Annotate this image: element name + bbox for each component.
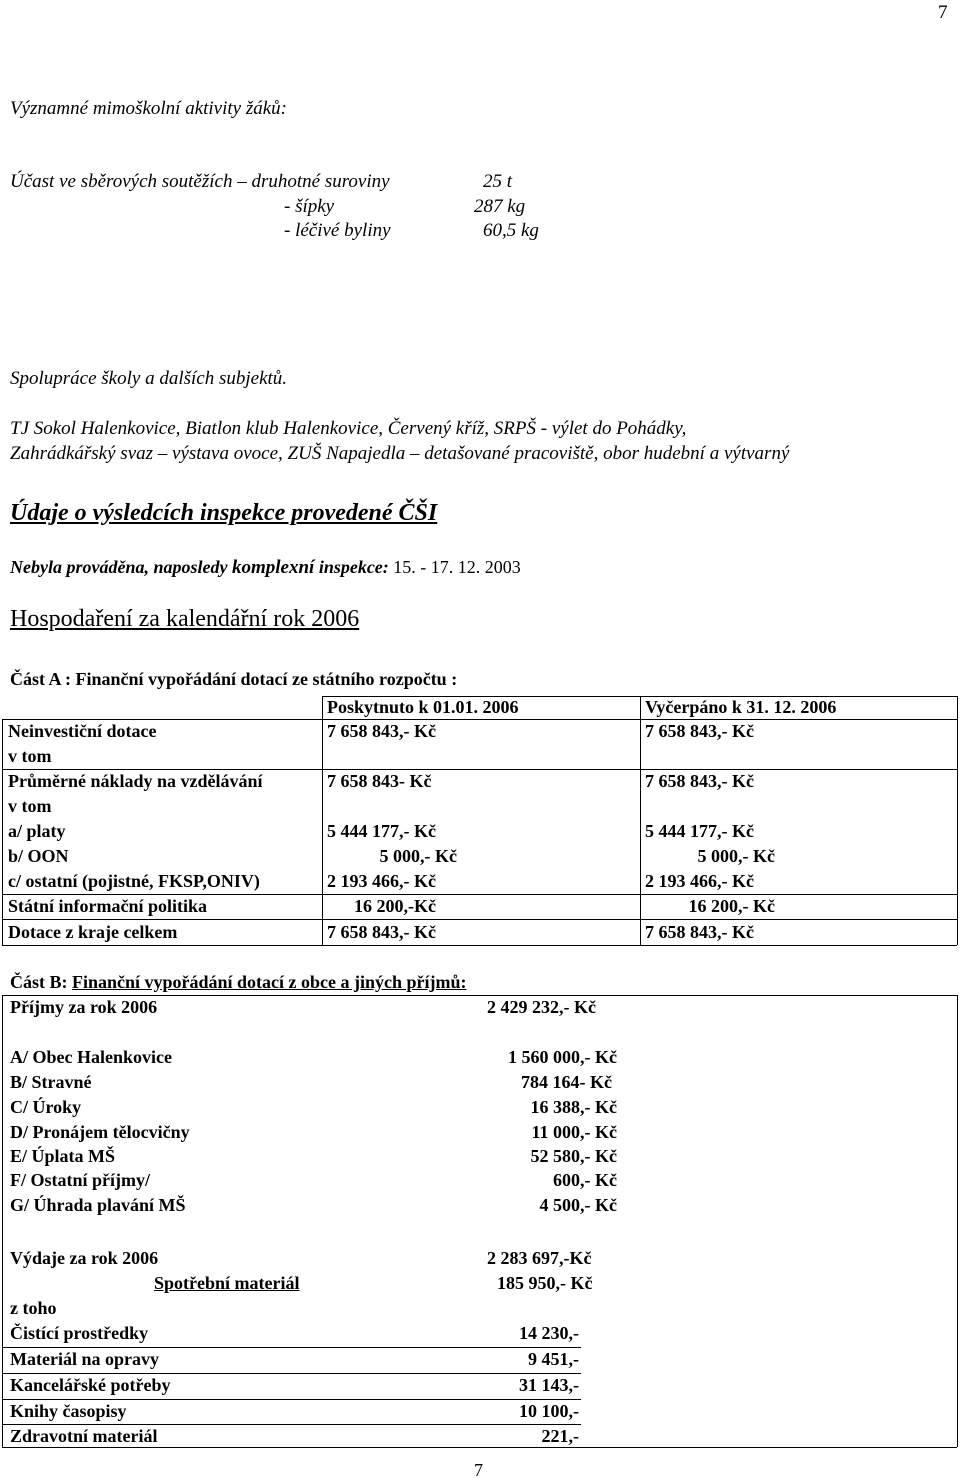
income-item-label: G/ Úhrada plavání MŠ bbox=[10, 1195, 186, 1215]
income-item-value: 1 560 000,- Kč bbox=[508, 1047, 617, 1067]
table-b-row-line bbox=[2, 1347, 581, 1348]
table-a-line bbox=[2, 719, 957, 720]
of-which-label: z toho bbox=[10, 1298, 57, 1318]
income-item-label: F/ Ostatní příjmy/ bbox=[10, 1170, 150, 1190]
table-a-row-label: Průměrné náklady na vzdělávání bbox=[8, 771, 263, 791]
table-b-top-line bbox=[2, 995, 957, 996]
table-a-provided-value: 5 000,- Kč bbox=[379, 846, 457, 866]
col-header-spent: Vyčerpáno k 31. 12. 2006 bbox=[645, 697, 837, 717]
material-label: Spotřební materiál bbox=[154, 1273, 300, 1293]
income-item-value: 52 580,- Kč bbox=[530, 1146, 617, 1166]
table-a-row-label: v tom bbox=[8, 746, 52, 766]
material-item-label: Kancelářské potřeby bbox=[10, 1375, 171, 1395]
material-item-value: 31 143,- bbox=[519, 1375, 579, 1395]
table-a-spent-value: 5 000,- Kč bbox=[697, 846, 775, 866]
income-item-label: E/ Úplata MŠ bbox=[10, 1146, 116, 1166]
material-item-label: Materiál na opravy bbox=[10, 1349, 159, 1369]
part-b-title-text: Finanční vypořádání dotací z obce a jiných příjmů: bbox=[72, 972, 467, 992]
part-b-prefix: Část B: bbox=[10, 972, 72, 992]
table-a-spent-value: 16 200,- Kč bbox=[688, 896, 775, 916]
income-item-value: 784 164- Kč bbox=[521, 1072, 612, 1092]
table-b-row-line bbox=[2, 1399, 581, 1400]
inspection-text-d: 15. - 17. 12. 2003 bbox=[388, 557, 521, 577]
cooperation-heading: Spolupráce školy a dalších subjektů. bbox=[10, 368, 288, 389]
table-a-right-border bbox=[957, 696, 958, 945]
table-a-row-label: a/ platy bbox=[8, 821, 66, 841]
expense-label: Výdaje za rok 2006 bbox=[10, 1248, 159, 1268]
table-a-row-label: Státní informační politika bbox=[8, 896, 208, 916]
material-item-label: Čistící prostředky bbox=[10, 1323, 149, 1343]
activities-heading: Významné mimoškolní aktivity žáků: bbox=[10, 98, 288, 119]
income-item-value: 4 500,- Kč bbox=[539, 1195, 617, 1215]
activities-line-1-label: Účast ve sběrových soutěžích – druhotné suroviny bbox=[10, 171, 390, 192]
activities-line-3-value: 60,5 kg bbox=[483, 220, 539, 241]
table-a-spent-value: 7 658 843,- Kč bbox=[645, 721, 754, 741]
activities-line-2-value: 287 kg bbox=[474, 196, 526, 217]
table-a-row-label: Dotace z kraje celkem bbox=[8, 922, 178, 942]
table-a-spent-value: 7 658 843,- Kč bbox=[645, 771, 754, 791]
table-b-bottom-line bbox=[2, 1447, 957, 1448]
table-a-left-border bbox=[2, 719, 3, 945]
table-a-row-label: c/ ostatní (pojistné, FKSP,ONIV) bbox=[8, 871, 260, 891]
material-item-value: 221,- bbox=[541, 1426, 579, 1446]
table-a-provided-value: 2 193 466,- Kč bbox=[327, 871, 436, 891]
income-item-value: 16 388,- Kč bbox=[530, 1097, 617, 1117]
col-header-provided: Poskytnuto k 01.01. 2006 bbox=[327, 697, 519, 717]
table-a-provided-value: 7 658 843,- Kč bbox=[327, 922, 436, 942]
cooperation-line-1: TJ Sokol Halenkovice, Biatlon klub Halenkovice, Červený kříž, SRPŠ - výlet do Pohádky, bbox=[10, 418, 687, 439]
table-b-row-line bbox=[2, 1373, 581, 1374]
table-a-row-label: v tom bbox=[8, 796, 52, 816]
material-item-label: Knihy časopisy bbox=[10, 1401, 127, 1421]
table-a-spent-value: 5 444 177,- Kč bbox=[645, 821, 754, 841]
table-a-row-label: b/ OON bbox=[8, 846, 69, 866]
expense-total: 2 283 697,-Kč bbox=[487, 1248, 592, 1268]
cooperation-line-2: Zahrádkářský svaz – výstava ovoce, ZUŠ Napajedla – detašované pracoviště, obor hudební a výtvarný bbox=[10, 443, 790, 464]
income-item-label: A/ Obec Halenkovice bbox=[10, 1047, 172, 1067]
material-item-value: 10 100,- bbox=[519, 1401, 579, 1421]
table-a-provided-value: 7 658 843- Kč bbox=[327, 771, 432, 791]
material-item-label: Zdravotní materiál bbox=[10, 1426, 158, 1446]
table-a-row-label: Neinvestiční dotace bbox=[8, 721, 157, 741]
table-a-provided-value: 5 444 177,- Kč bbox=[327, 821, 436, 841]
material-item-value: 9 451,- bbox=[528, 1349, 579, 1369]
income-total: 2 429 232,- Kč bbox=[487, 997, 596, 1017]
table-a-provided-value: 7 658 843,- Kč bbox=[327, 721, 436, 741]
activities-line-2-label: - šípky bbox=[284, 196, 335, 217]
table-a-provided-value: 16 200,-Kč bbox=[354, 896, 436, 916]
table-a-spent-value: 7 658 843,- Kč bbox=[645, 922, 754, 942]
inspection-text-c: inspekce: bbox=[314, 557, 389, 577]
income-label: Příjmy za rok 2006 bbox=[10, 997, 158, 1017]
income-item-value: 600,- Kč bbox=[553, 1170, 617, 1190]
page-number-bottom: 7 bbox=[474, 1460, 483, 1478]
table-a-bottom-line bbox=[2, 945, 957, 946]
table-a-col-divider bbox=[640, 696, 641, 945]
inspection-text-b: komplexní bbox=[231, 557, 315, 578]
finance-heading: Hospodaření za kalendářní rok 2006 bbox=[10, 606, 360, 632]
table-b-left-border bbox=[2, 995, 3, 1447]
inspection-heading: Údaje o výsledcích inspekce provedené ČŠI bbox=[10, 500, 438, 526]
inspection-text bbox=[10, 557, 521, 579]
activities-line-1-value: 25 t bbox=[483, 171, 513, 192]
income-item-label: B/ Stravné bbox=[10, 1072, 92, 1092]
table-b-row-line bbox=[2, 1424, 581, 1425]
income-item-label: D/ Pronájem tělocvičny bbox=[10, 1122, 190, 1142]
part-a-title: Část A : Finanční vypořádání dotací ze státního rozpočtu : bbox=[10, 669, 458, 689]
table-a-spent-value: 2 193 466,- Kč bbox=[645, 871, 754, 891]
table-a-col-divider bbox=[322, 696, 323, 945]
income-item-label: C/ Úroky bbox=[10, 1097, 82, 1117]
material-value: 185 950,- Kč bbox=[497, 1273, 593, 1293]
material-item-value: 14 230,- bbox=[519, 1323, 579, 1343]
table-a-line bbox=[2, 769, 957, 770]
table-a-line bbox=[2, 894, 957, 895]
inspection-text-a: Nebyla prováděna, naposledy bbox=[10, 557, 232, 577]
activities-line-3-label: - léčivé byliny bbox=[284, 220, 391, 241]
table-a-line bbox=[2, 919, 957, 920]
income-item-value: 11 000,- Kč bbox=[531, 1122, 617, 1142]
table-b-right-border bbox=[957, 995, 958, 1447]
page-number-top: 7 bbox=[938, 2, 948, 23]
part-b-title bbox=[10, 972, 467, 993]
